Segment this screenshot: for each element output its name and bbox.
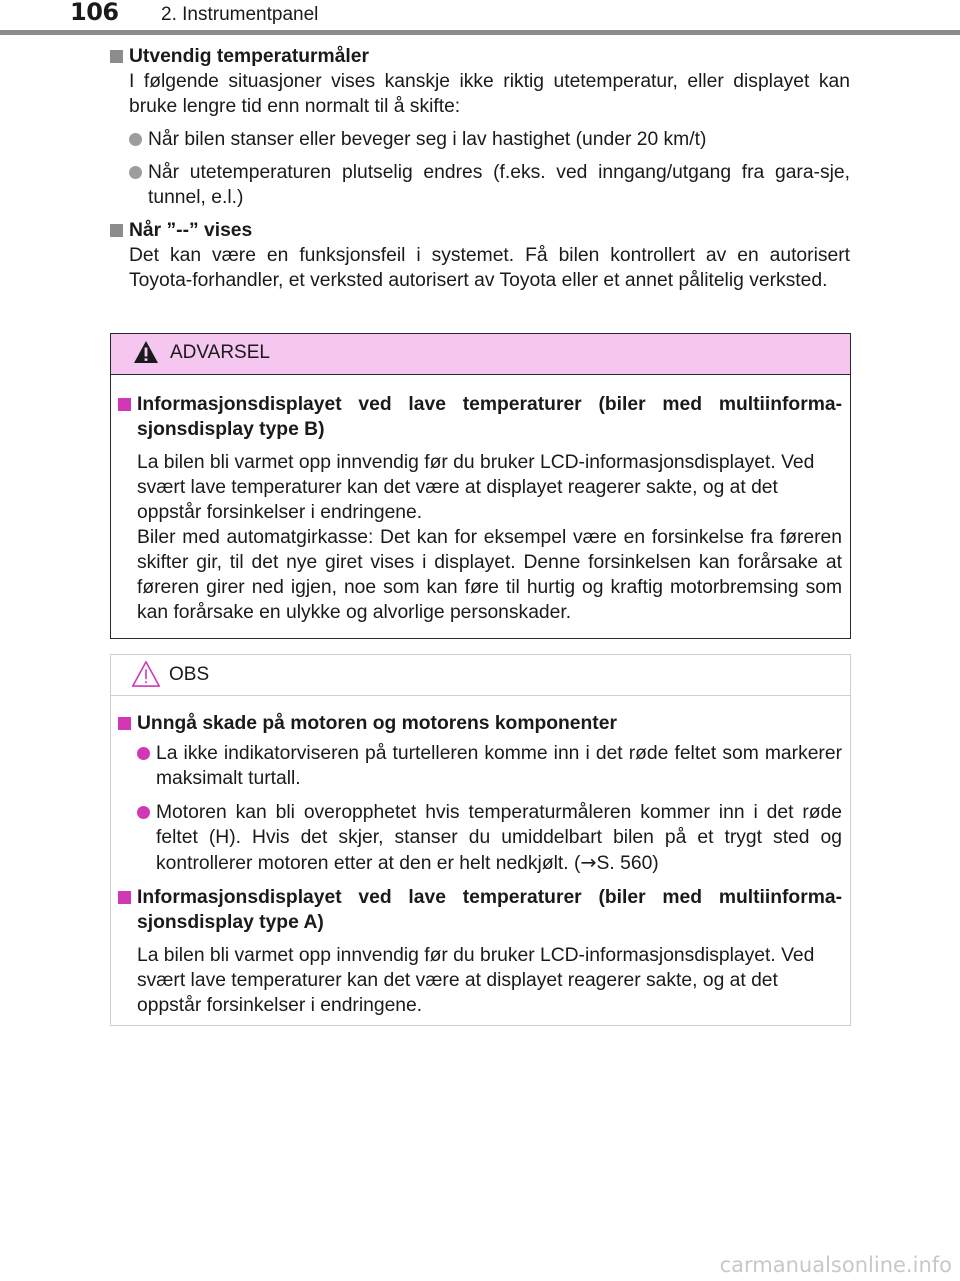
- paragraph: Det kan være en funksjonsfeil i systemet. Få bilen kontrollert av en autorisert Toyota-forhandler, et verksted autorisert av Toyota eller et annet pålitelig verksted.: [129, 245, 850, 291]
- round-bullet-icon: [137, 747, 150, 760]
- warning-triangle-icon: [133, 340, 159, 364]
- section-heading-text: Utvendig temperaturmåler: [129, 46, 370, 67]
- notice-heading: [118, 711, 842, 736]
- list-item-text: Når utetemperaturen plutselig endres (f.eks. ved inngang/utgang fra gara-sje, tunnel, e.l.): [148, 162, 850, 208]
- square-bullet-icon: [118, 717, 131, 730]
- caution-triangle-icon: [131, 660, 161, 688]
- square-bullet-icon: [118, 398, 131, 411]
- list-item-text: Når bilen stanser eller beveger seg i lav hastighet (under 20 km/t): [148, 129, 707, 150]
- list-item: [110, 160, 850, 210]
- warning-box: [110, 333, 851, 639]
- header-rule: [0, 30, 960, 35]
- warning-box-header: [111, 334, 850, 375]
- section-heading-dashes: [110, 218, 850, 243]
- warning-label: ADVARSEL: [170, 342, 270, 363]
- notice-heading-text: Informasjonsdisplayet ved lave temperaturer (biler med multiinforma-sjonsdisplay type A): [137, 887, 842, 933]
- notice-heading: [118, 885, 842, 935]
- warning-box-body: [118, 392, 842, 625]
- list-item: [118, 741, 842, 791]
- notice-box: [110, 654, 851, 1026]
- section-heading-temperature: [110, 44, 850, 69]
- watermark: carmanualsonline.info: [719, 1253, 952, 1277]
- paragraph: La bilen bli varmet opp innvendig før du bruker LCD-informasjonsdisplayet. Ved svært lave temperaturer kan det være at displayet reagerer sakte, og at det oppstår forsinkelser i endringene.: [137, 945, 815, 1016]
- notice-box-header: [111, 655, 850, 696]
- notice-box-body: [118, 711, 842, 1018]
- round-bullet-icon: [129, 166, 142, 179]
- list-item-text: La ikke indikatorviseren på turtelleren komme inn i det røde feltet som markerer maksimalt turtall.: [156, 743, 842, 789]
- square-bullet-icon: [110, 224, 123, 237]
- page-header: [0, 0, 960, 40]
- paragraph: I følgende situasjoner vises kanskje ikke riktig utetemperatur, eller displayet kan bruke lengre tid enn normalt til å skifte:: [129, 71, 850, 117]
- square-bullet-icon: [118, 891, 131, 904]
- arrow-right-icon: →: [580, 851, 597, 874]
- list-item: [118, 800, 842, 876]
- page-reference-link[interactable]: S. 560): [596, 853, 659, 874]
- round-bullet-icon: [129, 133, 142, 146]
- notice-label: OBS: [169, 664, 210, 685]
- round-bullet-icon: [137, 806, 150, 819]
- warning-heading: [118, 392, 842, 442]
- page-number: 106: [70, 0, 119, 26]
- section-title: 2. Instrumentpanel: [161, 4, 319, 25]
- warning-heading-text: Informasjonsdisplayet ved lave temperaturer (biler med multiinforma-sjonsdisplay type B): [137, 394, 842, 440]
- section-heading-text: Når ”--” vises: [129, 220, 253, 241]
- square-bullet-icon: [110, 50, 123, 63]
- list-item-text: Motoren kan bli overopphetet hvis temperaturmåleren kommer inn i det røde feltet (H). Hvis det skjer, stanser du umiddelbart bilen på et trygt sted og kontrollerer motoren etter at den er helt nedkjølt. (: [156, 802, 842, 874]
- main-content: [110, 44, 850, 293]
- paragraph: Biler med automatgirkasse: Det kan for eksempel være en forsinkelse fra føreren skifter gir, til det nye giret vises i displayet. Denne forsinkelsen kan forårsake at føreren girer ned igjen, noe som kan føre til hurtig og kraftig motorbremsing som kan forårsake en ulykke og alvorlige personskader.: [137, 527, 842, 623]
- notice-heading-text: Unngå skade på motoren og motorens komponenter: [137, 713, 617, 734]
- list-item: [110, 127, 850, 152]
- paragraph: La bilen bli varmet opp innvendig før du bruker LCD-informasjonsdisplayet. Ved svært lave temperaturer kan det være at displayet reagerer sakte, og at det oppstår forsinkelser i endringene.: [137, 452, 815, 523]
